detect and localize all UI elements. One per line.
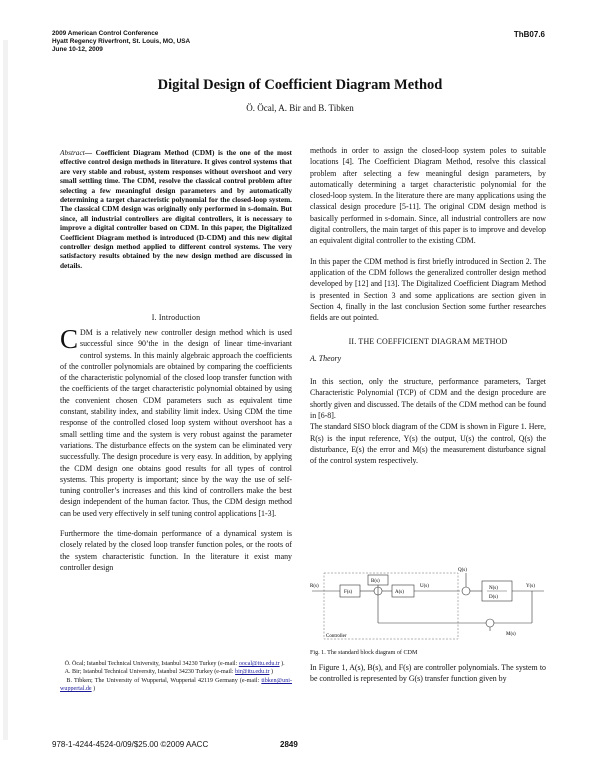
footnote-2 [60, 668, 292, 676]
section-heading-introduction: I. Introduction [151, 313, 201, 322]
b-block-label: B(s) [371, 579, 380, 584]
email-link[interactable]: oocal@itu.edu.tr [238, 661, 280, 667]
drop-cap: C [60, 324, 79, 354]
block-diagram-figure [310, 565, 546, 649]
page-number: 2849 [280, 740, 298, 749]
right-paragraph-3: In this section, only the structure, performance parameters, Target Characteristic Polynomial (TCP) of CDM and the design procedure are shortly given and discussed. The details of the CDM method can be found in [6-8]. [310, 377, 546, 420]
footnotes [60, 660, 292, 694]
abstract-text: — Coefficient Diagram Method (CDM) is the one of the most effective control design methods in literature. It gives control systems that are very stable and robust, system responses without overshoot and very small settling time. The CDM, resolve the classical control problem after selecting a few meaningful design parameters and by automatically determining a target characteristic polynomial for the closed-loop system. The classical CDM design was originally only performed in s-domain. But since, all industrial controllers are digital controllers, it is necessary to improve a digital controller based on CDM. In this paper, the Digitalized Coefficient Diagram method is introduced (D-CDM) and this new digital controller design method applied to different control systems. The very satisfactory results obtained by the new design method are discussed in details. [60, 148, 292, 270]
conference-line: June 10-12, 2009 [52, 46, 103, 53]
block-diagram [310, 565, 546, 649]
intro-paragraph-text: DM is a relatively new controller design method which is used successful since 90’the in the design of linear time-invariant control systems. In this mainly algebraic approach the coefficients of the controller polynomials are obtained by comparing the coefficients of the characteristic polynomial of the closed loop transfer function with the coefficients of the target characteristic polynomial obtained by using the convenient chosen CDM parameters such as equivalent time constant, stability index, and stability limit index. Using CDM the time response of the controlled closed loop system without overshoot has a small settling time and the system is very robust against the parameter variations. The disturbance effects on the system can be eliminated very successfully. The design procedure is very easy. In addition, by applying the CDM design one obtains good results for all types of control systems. This property is important; since by the way the use of self-tuning controller’s increases and this kind of controllers make the best design independent of the human factor. Thus, the CDM design method can be used very effectively in self tuning control applications [1-3]. [60, 328, 292, 518]
intro-paragraph-2: Furthermore the time-domain performance of a dynamical system is closely related by the closed loop transfer function poles, or the roots of the system characteristic function. In the literature it exist many controller design [60, 529, 292, 572]
right-paragraph-5: In Figure 1, A(s), B(s), and F(s) are controller polynomials. The system to be controlled is represented by G(s) transfer function given by [310, 663, 546, 684]
right-paragraph-4: The standard SISO block diagram of the CDM is shown in Figure 1. Here, R(s) is the input reference, Y(s) the output, U(s) the control, Q(s) the disturbance, E(s) the error and M(s) the measurement disturbance signal of the control system respectively. [310, 422, 546, 466]
disturbance-label: Q(s) [458, 568, 467, 573]
right-column-body [310, 145, 546, 466]
abstract-label: Abstract [60, 148, 85, 157]
footnote-text: A. Bir; Istanbul Technical University, Istanbul 34230 Turkey (e-mail: [64, 669, 236, 676]
summing-junction [486, 619, 494, 627]
control-label: U(s) [420, 584, 429, 589]
paper-title: Digital Design of Coefficient Diagram Method [157, 77, 443, 93]
session-code: ThB07.6 [513, 30, 545, 39]
isbn-line: 978-1-4244-4524-0/09/$25.00 ©2009 AACC [52, 740, 209, 749]
email-link[interactable]: bir@itu.edu.tr [235, 669, 270, 676]
right-paragraph-2: In this paper the CDM method is first briefly introduced in Section 2. The application of the CDM follows the generalized controller design method developed by [12] and [13]. The Digitalized Coefficient Diagram Method is presented in Section 3 and some applications are section given in Section 4, finally in the last conclusion Section some further researches fields are out pointed. [310, 256, 546, 323]
email-link[interactable]: tibken@uni-wuppertal.de [60, 677, 292, 693]
plant-numerator: N(s) [489, 586, 498, 591]
plant-denominator: D(s) [489, 595, 498, 600]
a-block-label: A(s) [395, 590, 404, 595]
footnote-text: B. Tibken; The University of Wuppertal, Wuppertal 42119 Germany (e-mail: [66, 677, 262, 684]
section-heading-cdm: II. THE COEFFICIENT DIAGRAM METHOD [348, 337, 508, 347]
summing-junction [462, 587, 470, 595]
figure-caption: Fig. 1. The standard block diagram of CDM [310, 650, 418, 656]
input-label: R(s) [310, 584, 319, 589]
side-watermark-strip [0, 40, 14, 740]
footnote-1 [60, 660, 292, 668]
footnote-text: ). [279, 661, 285, 667]
output-label: Y(s) [526, 584, 535, 589]
paper-authors: Ö. Öcal, A. Bir and B. Tibken [246, 103, 354, 113]
abstract [60, 148, 292, 270]
measurement-noise-label: M(s) [506, 632, 516, 637]
footnote-text: Ö. Öcal; Istanbul Technical University, Istanbul 34230 Turkey (e-mail: [64, 661, 239, 667]
conference-header [52, 30, 190, 54]
footnote-3 [60, 677, 292, 694]
controller-label: Controller [326, 634, 347, 639]
side-watermark [0, 40, 14, 740]
conference-line: 2009 American Control Conference [52, 30, 159, 37]
controller-boundary [324, 573, 458, 639]
intro-paragraph [60, 324, 292, 519]
footnote-text: ) [269, 669, 274, 676]
subsection-heading-theory: A. Theory [310, 353, 342, 363]
f-block-label: F(s) [344, 590, 353, 595]
conference-line: Hyatt Regency Riverfront, St. Louis, MO, USA [52, 38, 191, 45]
introduction-body [60, 324, 292, 573]
right-paragraph-1: methods in order to assign the closed-loop system poles to suitable locations [4]. The Coefficient Diagram Method, resolve this classical problem after selecting a few meaningful design parameters, by automatically determining a target characteristic polynomial for the closed-loop system. In the literature there are many applications using the classical design procedure [5-11]. The original CDM design method is basically performed in s-domain. Since, all industrial controllers are now digital controllers, the main target of this paper is to improve and develop an equivalent digital controller to the existing CDM. [310, 146, 546, 246]
footnote-text: ) [91, 686, 96, 693]
right-column-tail [310, 662, 546, 685]
